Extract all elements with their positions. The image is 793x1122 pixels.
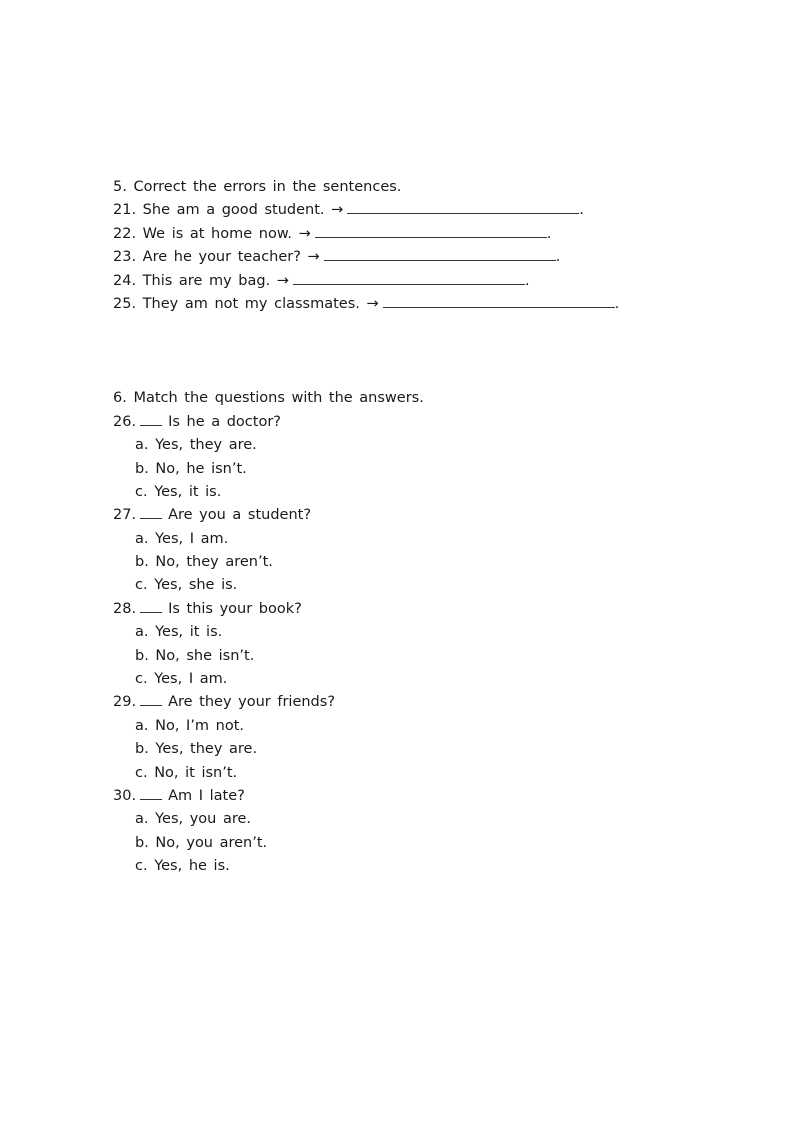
item-end-punct: . [614,295,620,312]
question-number: 29. [113,694,137,711]
answer-option: a. Yes, they are. [135,437,257,454]
match-blank[interactable] [140,504,162,519]
section-6-heading: 6. Match the questions with the answers. [113,390,424,407]
item-number: 24. [113,272,137,289]
answer-option: c. Yes, I am. [135,671,228,688]
match-question-27 [113,504,753,527]
answer-option: b. No, you aren’t. [135,834,268,851]
question-text: Is this your book? [168,600,302,617]
correction-item-24 [113,270,753,293]
arrow-icon: → [276,272,289,289]
correction-item-22 [113,223,753,246]
item-sentence: Are he your teacher? [142,249,301,266]
question-text: Are you a student? [168,507,312,524]
answer-option: c. Yes, she is. [135,577,238,594]
question-number: 30. [113,787,137,804]
item-end-punct: . [579,202,584,219]
worksheet-page [113,176,753,879]
arrow-icon: → [298,225,311,242]
match-question-29 [113,691,753,714]
answer-blank[interactable] [293,270,525,285]
answer-option: c. No, it isn’t. [135,764,238,781]
answer-blank[interactable] [324,246,556,261]
answer-option: a. No, I’m not. [135,717,245,734]
arrow-icon: → [331,202,344,219]
answer-option: a. Yes, I am. [135,530,229,547]
item-end-punct: . [555,249,561,266]
correction-item-25 [113,293,753,316]
match-blank[interactable] [140,411,162,426]
question-number: 28. [113,600,137,617]
question-text: Is he a doctor? [168,413,281,430]
answer-option: c. Yes, it is. [135,483,222,500]
answer-option: c. Yes, he is. [135,858,230,875]
item-end-punct: . [524,272,530,289]
answer-option: b. No, he isn’t. [135,460,247,477]
correction-item-23 [113,246,753,269]
item-number: 23. [113,249,137,266]
match-question-26 [113,411,753,434]
item-sentence: This are my bag. [142,272,271,289]
answer-option: b. No, she isn’t. [135,647,255,664]
arrow-icon: → [307,249,320,266]
item-end-punct: . [546,225,552,242]
item-number: 25. [113,295,137,312]
section-5-heading: 5. Correct the errors in the sentences. [113,179,402,195]
answer-blank[interactable] [315,223,547,238]
answer-blank[interactable] [383,293,615,308]
correction-item-21 [113,199,753,222]
match-question-30 [113,785,753,808]
section-spacer [113,316,753,387]
question-number: 26. [113,413,137,430]
item-sentence: She am a good student. [142,202,325,219]
match-blank[interactable] [140,598,162,613]
question-number: 27. [113,507,137,524]
item-number: 21. [113,202,137,219]
arrow-icon: → [366,295,379,312]
item-number: 22. [113,225,137,242]
question-text: Am I late? [168,787,245,804]
answer-blank[interactable] [347,199,579,214]
match-blank[interactable] [140,691,162,706]
item-sentence: They am not my classmates. [142,295,360,312]
match-question-28 [113,598,753,621]
match-blank[interactable] [140,785,162,800]
answer-option: a. Yes, you are. [135,811,252,828]
answer-option: b. No, they aren’t. [135,554,273,571]
question-text: Are they your friends? [168,694,336,711]
answer-option: b. Yes, they are. [135,741,258,758]
item-sentence: We is at home now. [142,225,292,242]
answer-option: a. Yes, it is. [135,624,223,641]
